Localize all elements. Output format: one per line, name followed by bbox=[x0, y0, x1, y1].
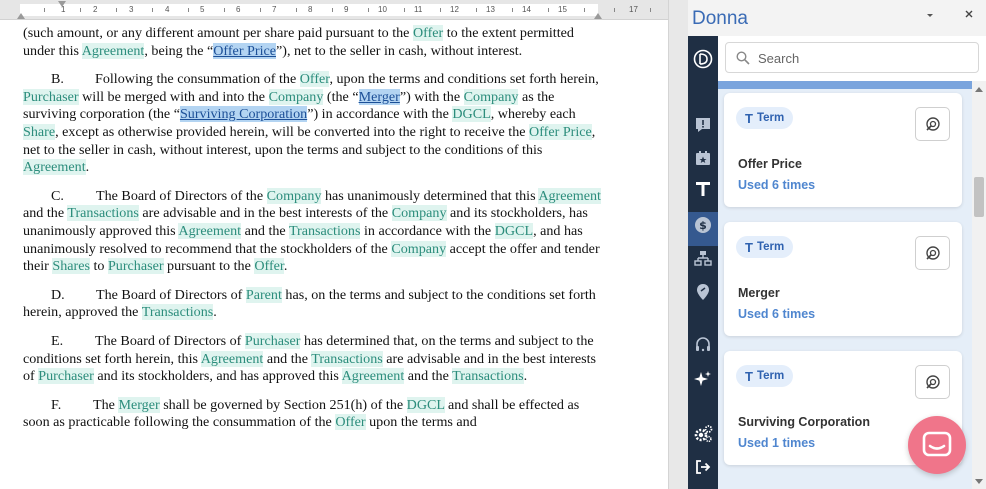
document-scrollbar[interactable] bbox=[668, 0, 688, 489]
locate-term-button[interactable] bbox=[915, 365, 950, 399]
term-usage-count: Used 1 times bbox=[738, 436, 816, 450]
term-highlight[interactable]: Transactions bbox=[311, 350, 383, 367]
term-highlight[interactable]: Agreement bbox=[200, 350, 264, 367]
ruler-number: 12 bbox=[450, 5, 459, 14]
paragraph-b: B. Following the consummation of the Offer, upon the terms and conditions set forth herein, Purchaser will be merged with and into the Company (the “Merger”) with the Company as the surviving corporation (the “Surviving Corporation”) in accordance with the DGCL, whereby each Share, except as otherwise provided herein, will be converted into the right to receive the Offer Price, net to the seller in cash, without interest, upon the terms and subject to the conditions of this Agreement. bbox=[23, 71, 599, 176]
term-highlight[interactable]: Offer bbox=[299, 71, 330, 88]
logout-icon[interactable] bbox=[692, 456, 714, 478]
term-type-icon: T bbox=[745, 368, 753, 384]
term-highlight[interactable]: Transactions bbox=[452, 368, 524, 385]
selected-term[interactable]: Offer Price bbox=[213, 42, 276, 59]
locate-icon bbox=[925, 245, 941, 261]
term-type-icon: T bbox=[745, 239, 753, 255]
search-icon bbox=[736, 51, 750, 70]
ruler-number: 8 bbox=[308, 5, 313, 14]
term-highlight[interactable]: Transactions bbox=[67, 205, 139, 222]
locate-icon bbox=[925, 116, 941, 132]
ruler-number: 17 bbox=[629, 5, 638, 14]
panel-scrollbar[interactable] bbox=[972, 81, 986, 489]
term-icon[interactable] bbox=[692, 178, 714, 200]
selected-term[interactable]: Surviving Corporation bbox=[179, 106, 308, 123]
sidebar-rail bbox=[688, 36, 718, 489]
ruler-number: 3 bbox=[129, 5, 134, 14]
calendar-icon[interactable] bbox=[692, 147, 714, 169]
term-highlight[interactable]: Purchaser bbox=[244, 332, 301, 349]
ruler-number: 5 bbox=[200, 5, 205, 14]
paragraph-f: F. The Merger shall be governed by Section 251(h) of the DGCL and shall be effected as soon as practicable following the consummation of the Offer upon the terms and bbox=[23, 396, 580, 431]
ruler-number: 13 bbox=[486, 5, 495, 14]
alert-icon[interactable] bbox=[692, 114, 714, 136]
term-highlight[interactable]: Company bbox=[391, 205, 447, 222]
donna-logo-icon[interactable] bbox=[692, 48, 714, 70]
term-usage-count: Used 6 times bbox=[738, 307, 816, 321]
term-card[interactable] bbox=[724, 222, 962, 336]
locate-icon bbox=[925, 374, 941, 390]
term-highlight[interactable]: Agreement bbox=[538, 187, 601, 204]
search-box[interactable] bbox=[725, 42, 979, 73]
ruler-number: 2 bbox=[93, 5, 98, 14]
term-highlight[interactable]: Shares bbox=[52, 258, 90, 275]
term-highlight[interactable]: Purchaser bbox=[23, 88, 79, 105]
ruler-number: 4 bbox=[165, 5, 170, 14]
sparkle-icon[interactable] bbox=[692, 368, 714, 390]
term-highlight[interactable]: Transactions bbox=[141, 304, 214, 321]
term-highlight[interactable]: DGCL bbox=[452, 106, 491, 123]
term-badge: T Term bbox=[736, 365, 793, 387]
term-highlight[interactable]: Parent bbox=[245, 286, 282, 303]
paragraph-c: C. The Board of Directors of the Company has unanimously determined that this Agreement and the Transactions are advisable and in the best interests of the Company and its stockholders, has unanimously approved this Agreement and the Transactions in accordance with the DGCL, and has unanimously resolved to recommend that the stockholders of the Company accept the offer and tender their Shares to Purchaser pursuant to the Offer. bbox=[23, 187, 601, 275]
term-highlight[interactable]: Offer Price bbox=[529, 123, 592, 140]
term-highlight[interactable]: Share bbox=[23, 123, 56, 140]
term-badge: T Term bbox=[736, 107, 793, 129]
term-highlight[interactable]: DGCL bbox=[494, 222, 534, 239]
selected-term[interactable]: Merger bbox=[358, 88, 400, 105]
scroll-up-arrow[interactable] bbox=[975, 87, 983, 92]
horizontal-ruler[interactable] bbox=[0, 0, 668, 20]
term-highlight[interactable]: Company bbox=[268, 88, 324, 105]
ruler-number: 11 bbox=[414, 5, 423, 14]
term-highlight[interactable]: Company bbox=[391, 240, 447, 257]
term-card[interactable] bbox=[724, 93, 962, 207]
svg-text:$: $ bbox=[699, 219, 707, 232]
term-highlight[interactable]: Offer bbox=[254, 258, 284, 275]
chevron-down-icon[interactable] bbox=[926, 10, 934, 22]
paragraph-e: E. The Board of Directors of Purchaser has determined that, on the terms and subject to the conditions set forth herein, this Agreement and the Transactions are advisable and in the best interests of Purchaser and its stockholders, and has approved this Agreement and the Transactions. bbox=[23, 332, 597, 385]
support-headset-icon[interactable] bbox=[692, 334, 714, 356]
hierarchy-icon[interactable] bbox=[692, 248, 714, 270]
term-name: Offer Price bbox=[738, 157, 802, 171]
document-body[interactable] bbox=[23, 25, 608, 443]
dollar-icon[interactable] bbox=[692, 214, 714, 236]
term-highlight[interactable]: DGCL bbox=[406, 396, 445, 413]
panel-header bbox=[688, 0, 986, 36]
search-input[interactable] bbox=[758, 49, 968, 67]
ruler-number: 1 bbox=[61, 5, 66, 14]
term-name: Surviving Corporation bbox=[738, 415, 870, 429]
settings-gears-icon[interactable] bbox=[692, 423, 714, 445]
term-badge: T Term bbox=[736, 236, 793, 258]
term-name: Merger bbox=[738, 286, 780, 300]
ruler-number: 6 bbox=[236, 5, 241, 14]
term-highlight[interactable]: Purchaser bbox=[107, 258, 164, 275]
term-highlight[interactable]: Agreement bbox=[341, 368, 405, 385]
locate-term-button[interactable] bbox=[915, 107, 950, 141]
term-highlight[interactable]: Offer bbox=[412, 25, 444, 41]
map-pin-icon[interactable] bbox=[692, 281, 714, 303]
term-highlight[interactable]: Agreement bbox=[81, 42, 145, 59]
chat-launcher-button[interactable] bbox=[908, 416, 966, 474]
ruler-number: 9 bbox=[344, 5, 349, 14]
term-highlight[interactable]: Purchaser bbox=[38, 368, 94, 385]
right-indent-marker[interactable] bbox=[594, 13, 602, 19]
term-highlight[interactable]: Agreement bbox=[23, 159, 86, 176]
close-icon[interactable] bbox=[964, 9, 974, 22]
panel-title: Donna bbox=[692, 8, 748, 29]
term-highlight[interactable]: Agreement bbox=[178, 222, 242, 239]
term-highlight[interactable]: Company bbox=[463, 88, 519, 105]
scrollbar-thumb[interactable] bbox=[974, 177, 984, 217]
ruler-number: 14 bbox=[522, 5, 531, 14]
left-indent-marker[interactable] bbox=[17, 13, 25, 19]
term-type-icon: T bbox=[745, 110, 753, 126]
term-highlight[interactable]: Offer bbox=[335, 414, 366, 431]
ruler-number: 7 bbox=[272, 5, 277, 14]
locate-term-button[interactable] bbox=[915, 236, 950, 270]
term-usage-count: Used 6 times bbox=[738, 178, 816, 192]
ruler-number: 15 bbox=[558, 5, 567, 14]
paragraph-d: D. The Board of Directors of Parent has, on the terms and subject to the conditions set forth herein, approved the Transactions. bbox=[23, 286, 596, 321]
term-highlight[interactable]: Company bbox=[266, 187, 322, 204]
paragraph-a-continued: (such amount, or any different amount per share paid pursuant to the Offer to the extent permitted under this Agreement, being the “Offer Price”), net to the seller in cash, without interest. bbox=[23, 25, 574, 59]
ruler-number: 10 bbox=[378, 5, 387, 14]
chat-icon bbox=[922, 431, 952, 459]
scroll-down-arrow[interactable] bbox=[975, 479, 983, 484]
term-highlight[interactable]: Transactions bbox=[288, 222, 361, 239]
list-top-band bbox=[718, 81, 972, 89]
term-highlight[interactable]: Merger bbox=[118, 396, 160, 413]
